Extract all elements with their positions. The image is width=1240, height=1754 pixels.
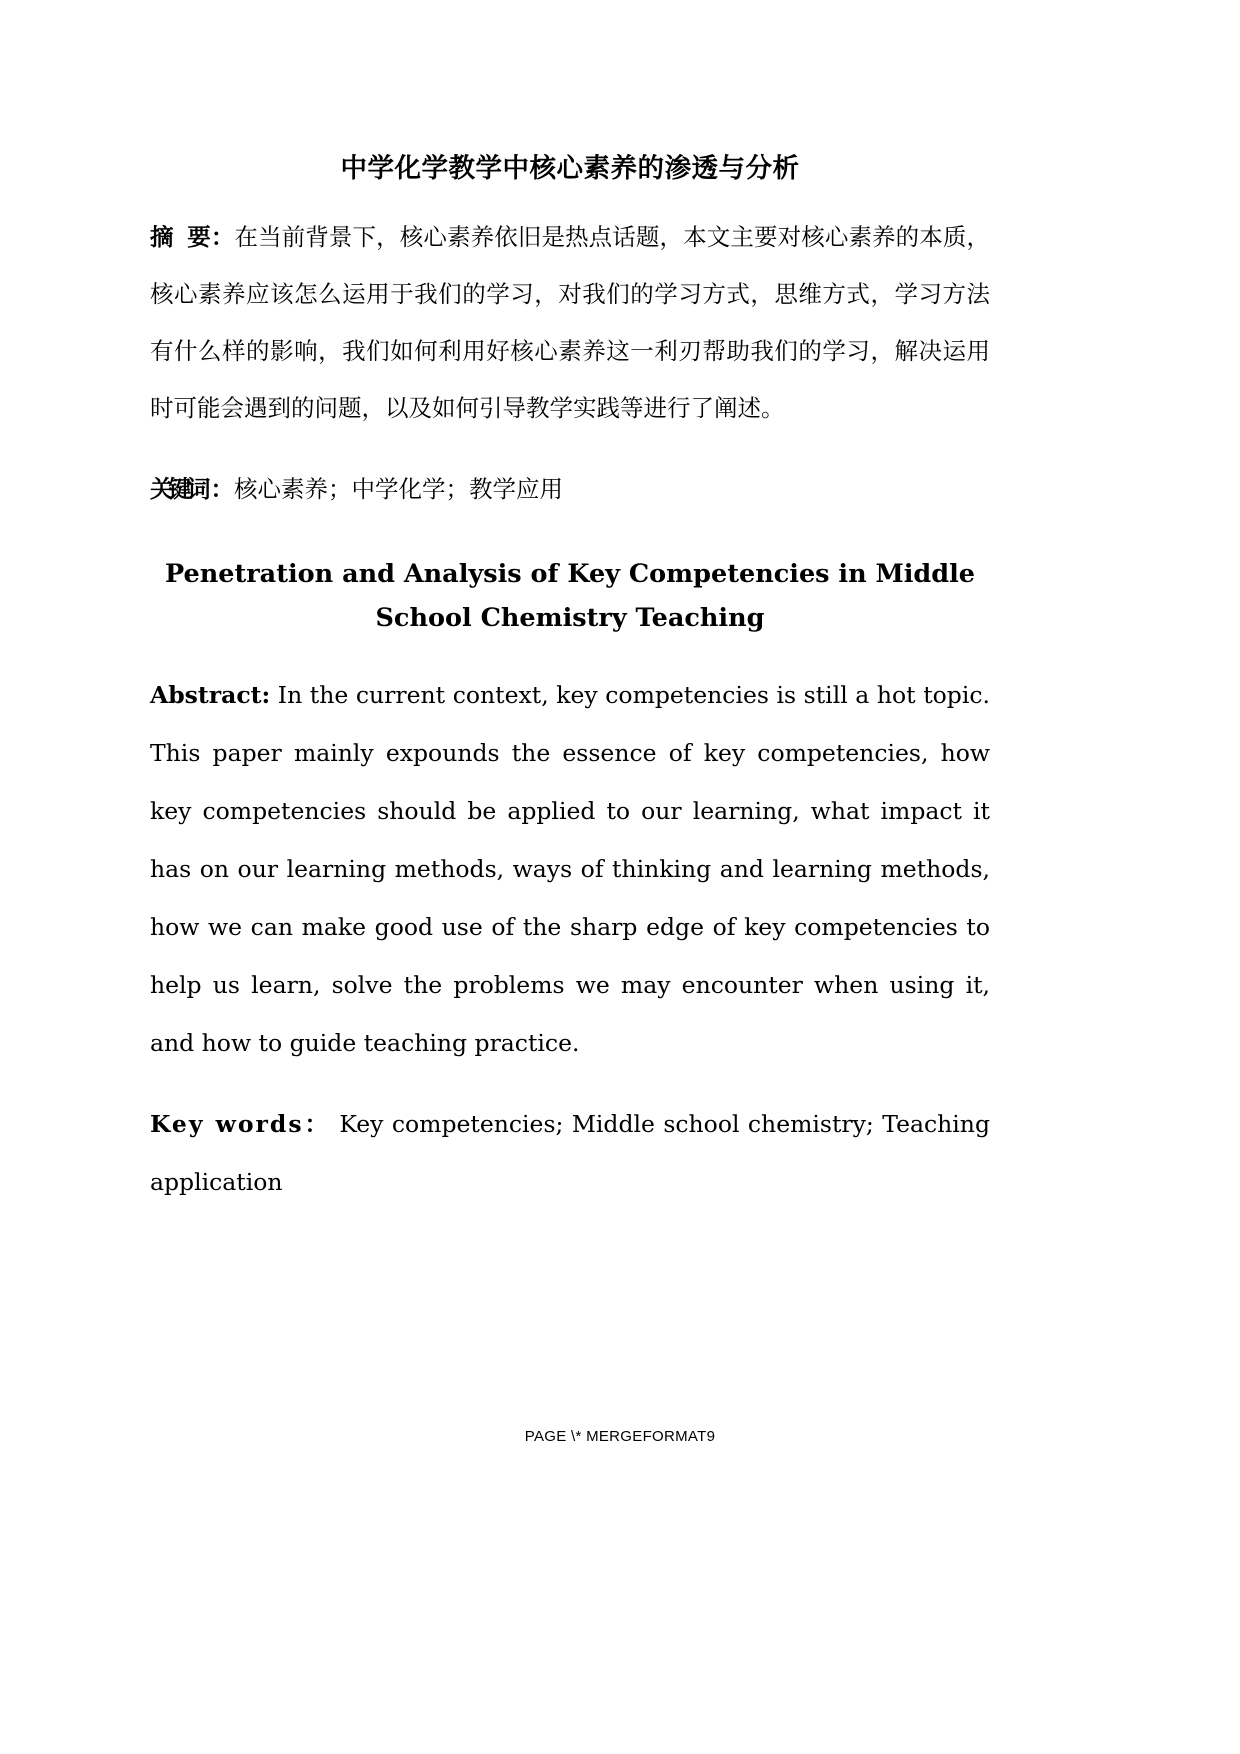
english-keywords-label: Key words [150, 1110, 304, 1139]
chinese-keywords-paragraph [150, 461, 990, 518]
document-body [150, 0, 990, 1235]
english-keywords-text: Key competencies; Middle school chemistry; Teaching application [150, 1110, 990, 1197]
chinese-keywords-label: 关键词 [150, 474, 206, 503]
english-keywords-colon: ： [303, 1110, 331, 1139]
chinese-abstract-label: 摘 要 [150, 223, 206, 252]
page-footer: PAGE \* MERGEFORMAT9 [524, 1428, 716, 1445]
chinese-abstract-text: 在当前背景下，核心素养依旧是热点话题，本文主要对核心素养的本质，核心素养应该怎么运用于我们的学习，对我们的学习方式，思维方式，学习方法有什么样的影响，我们如何利用好核心素养这一利刃帮助我们的学习，解决运用时可能会遇到的问题，以及如何引导教学实践等进行了阐述。 [150, 223, 991, 423]
english-abstract-text: In the current context, key competencies is still a hot topic. This paper mainly expounds the essence of key competencies, how key competencies should be applied to our learning, what impact it has on our learning methods, ways of thinking and learning methods, how we can make good use of the sharp edge of key competencies to help us learn, solve the problems we may encounter when using it, and how to guide teaching practice. [150, 680, 990, 1057]
english-abstract-label: Abstract: [150, 680, 271, 709]
chinese-abstract-colon: ： [210, 223, 235, 252]
chinese-keywords-text: 核心素养；中学化学；教学应用 [234, 474, 563, 503]
page-title: 中学化学教学中核心素养的渗透与分析 [340, 153, 800, 184]
english-title: Penetration and Analysis of Key Competencies in Middle School Chemistry Teaching [164, 558, 976, 633]
english-abstract-paragraph [150, 666, 990, 1072]
english-keywords-paragraph [150, 1095, 990, 1211]
chinese-keywords-colon: ： [210, 474, 234, 503]
chinese-abstract-paragraph [150, 209, 990, 437]
